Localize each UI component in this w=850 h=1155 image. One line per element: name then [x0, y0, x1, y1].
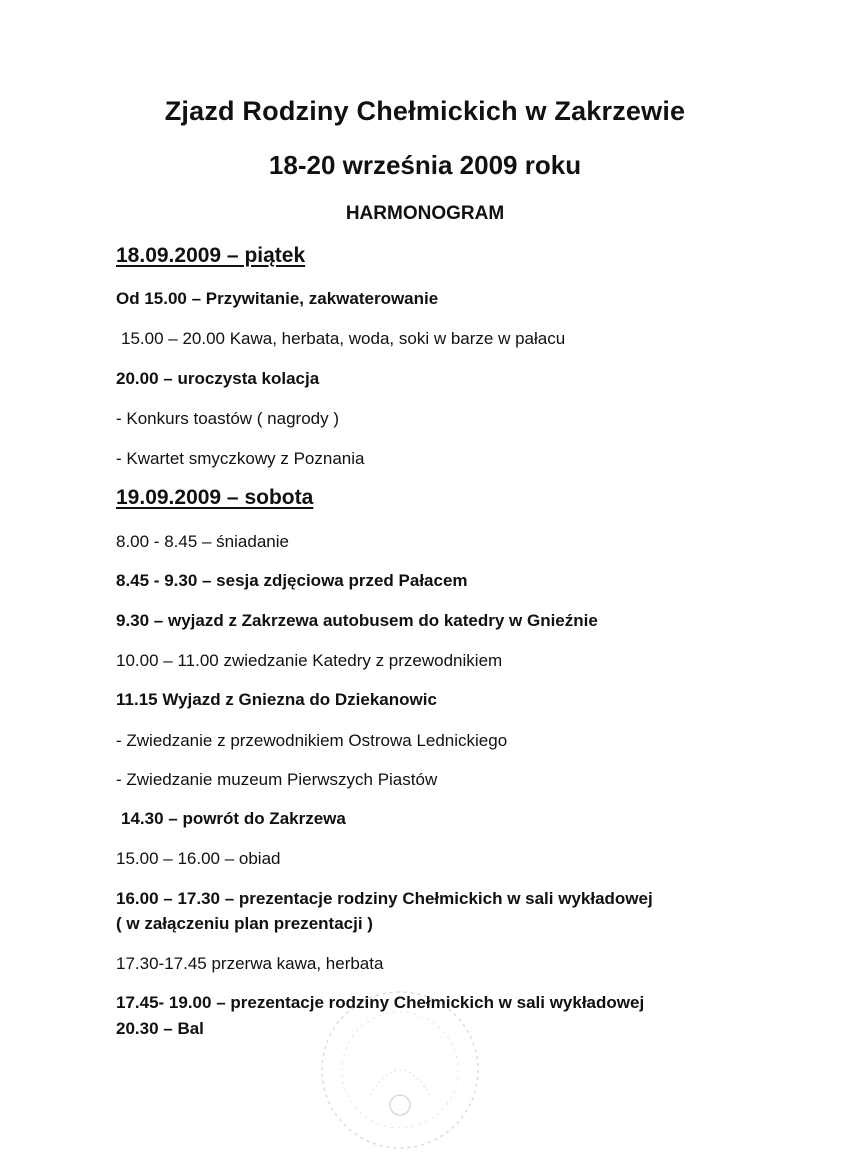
schedule-item: 16.00 – 17.30 – prezentacje rodziny Chełmickich w sali wykładowej — [116, 889, 653, 908]
schedule-item-note: ( w załączeniu plan prezentacji ) — [116, 914, 373, 933]
schedule-item: 14.30 – powrót do Zakrzewa — [121, 809, 346, 828]
schedule-item: 9.30 – wyjazd z Zakrzewa autobusem do katedry w Gnieźnie — [116, 611, 598, 630]
document-title: Zjazd Rodziny Chełmickich w Zakrzewie — [164, 96, 686, 126]
schedule-item: 20.30 – Bal — [116, 1019, 204, 1038]
schedule-item: Od 15.00 – Przywitanie, zakwaterowanie — [116, 289, 439, 308]
schedule-item: 11.15 Wyjazd z Gniezna do Dziekanowic — [116, 690, 437, 709]
schedule-item: 10.00 – 11.00 zwiedzanie Katedry z przewodnikiem — [116, 651, 503, 670]
schedule-item: 8.00 - 8.45 – śniadanie — [116, 532, 289, 551]
schedule-subitem: - Kwartet smyczkowy z Poznania — [116, 449, 365, 468]
day2-header: 19.09.2009 – sobota — [116, 486, 314, 509]
schedule-item: 15.00 – 16.00 – obiad — [116, 849, 281, 868]
schedule-item: 20.00 – uroczysta kolacja — [116, 369, 320, 388]
faint-seal-stamp — [300, 985, 500, 1155]
schedule-item: 17.30-17.45 przerwa kawa, herbata — [116, 954, 384, 973]
schedule-subitem: - Konkurs toastów ( nagrody ) — [116, 409, 339, 428]
schedule-subitem: - Zwiedzanie z przewodnikiem Ostrowa Lednickiego — [116, 731, 508, 750]
schedule-item: 17.45- 19.00 – prezentacje rodziny Chełmickich w sali wykładowej — [116, 993, 645, 1012]
schedule-heading: HARMONOGRAM — [345, 203, 505, 224]
schedule-item: 15.00 – 20.00 Kawa, herbata, woda, soki w barze w pałacu — [121, 329, 566, 348]
schedule-subitem: - Zwiedzanie muzeum Pierwszych Piastów — [116, 770, 438, 789]
event-dates: 18-20 września 2009 roku — [268, 150, 582, 180]
day1-header: 18.09.2009 – piątek — [116, 244, 306, 267]
schedule-item: 8.45 - 9.30 – sesja zdjęciowa przed Pałacem — [116, 571, 468, 590]
